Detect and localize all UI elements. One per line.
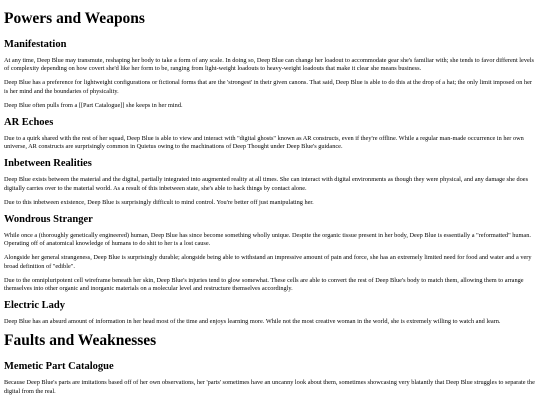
subsection-heading: Manifestation	[4, 39, 67, 50]
paragraph: Due to this inbetween existence, Deep Blue is surprisingly difficult to mind control. You're better off just manipulating her.	[4, 198, 314, 206]
paragraph: At any time, Deep Blue may transmute, reshaping her body to take a form of any scale. In doing so, Deep Blue can change her loadout to accommodate gear she's familiar with; she tends to favor different levels of complexity depending on how covert she'd like her form to be, ranging from light-weight loadouts to heavy-weight loadouts that make it clear she means business.	[4, 57, 534, 73]
subsection-heading: AR Echoes	[4, 117, 54, 129]
paragraph: Alongside her general strangeness, Deep Blue is surprisingly durable; alongside being able to withstand an impressive amount of pain and force, she has an extremely limited need for food and water and a very broad definition of "edible".	[4, 254, 532, 270]
subsection-inbetween-realities	[4, 157, 536, 207]
paragraph: Due to a quirk shared with the rest of her squad, Deep Blue is able to view and interact with "digital ghosts" known as AR constructs, even if they're offline. While a regular man-made occurrence in her own universe, AR constructs are surprisingly common in Quietus owing to the machinations of Deep Thought under Deep Blue's guidance.	[4, 135, 524, 151]
paragraph: While once a (thoroughly genetically engineered) human, Deep Blue has since become something wholly unique. Despite the organic tissue present in her body, Deep Blue is essentially a "reformatted" human. Operating off of anatomical knowledge of humans to do shit to her is a lost cause.	[4, 232, 531, 248]
subsection-heading: Memetic Part Catalogue	[4, 361, 114, 373]
subsection-ar-echoes	[4, 116, 536, 151]
section-title-faults: Faults and Weaknesses	[4, 332, 157, 350]
paragraph: Due to the omnipluripotent cell wireframe beneath her skin, Deep Blue's injuries tend to glow somewhat. These cells are able to convert the rest of Deep Blue's body to match them, allowing them to arrange themselves into other organic and inorganic materials on a molecular level and restructure themselves accordingly.	[4, 276, 524, 293]
paragraph: Deep Blue has a preference for lightweight configurations or fictional forms that are the 'strongest' in their given canons. That said, Deep Blue is able to do this at the drop of a hat; the only limit imposed on her is her mind and the boundaries of physicality.	[4, 79, 532, 95]
subsection-memetic-part-catalogue	[4, 360, 536, 395]
subsection-heading: Electric Lady	[4, 300, 65, 312]
section-title-powers: Powers and Weapons	[4, 10, 145, 27]
paragraph: Deep Blue often pulls from a [[Part Catalogue]] she keeps in her mind.	[4, 101, 183, 109]
subsection-wondrous-stranger	[4, 213, 536, 293]
subsection-heading: Wondrous Stranger	[4, 214, 93, 226]
paragraph: Because Deep Blue's parts are imitations based off of her own observations, her 'parts' sometimes have an uncanny look about them, sometimes showcasing very blatantly that Deep Blue struggles to separate the digital from the real.	[4, 379, 535, 395]
subsection-heading: Inbetween Realities	[4, 158, 92, 170]
paragraph: Deep Blue has an absurd amount of information in her head most of the time and enjoys learning more. While not the most creative woman in the world, she is extremely willing to watch and learn.	[4, 318, 501, 326]
subsection-manifestation	[4, 38, 536, 110]
paragraph: Deep Blue exists between the material and the digital, partially integrated into augmented reality at all times. She can interact with digital environments as though they were physical, and any damage she does digitally carries over to the material world. As a result of this inbetween state, she's able to hack things by contact alone.	[4, 176, 529, 192]
subsection-electric-lady	[4, 299, 536, 326]
